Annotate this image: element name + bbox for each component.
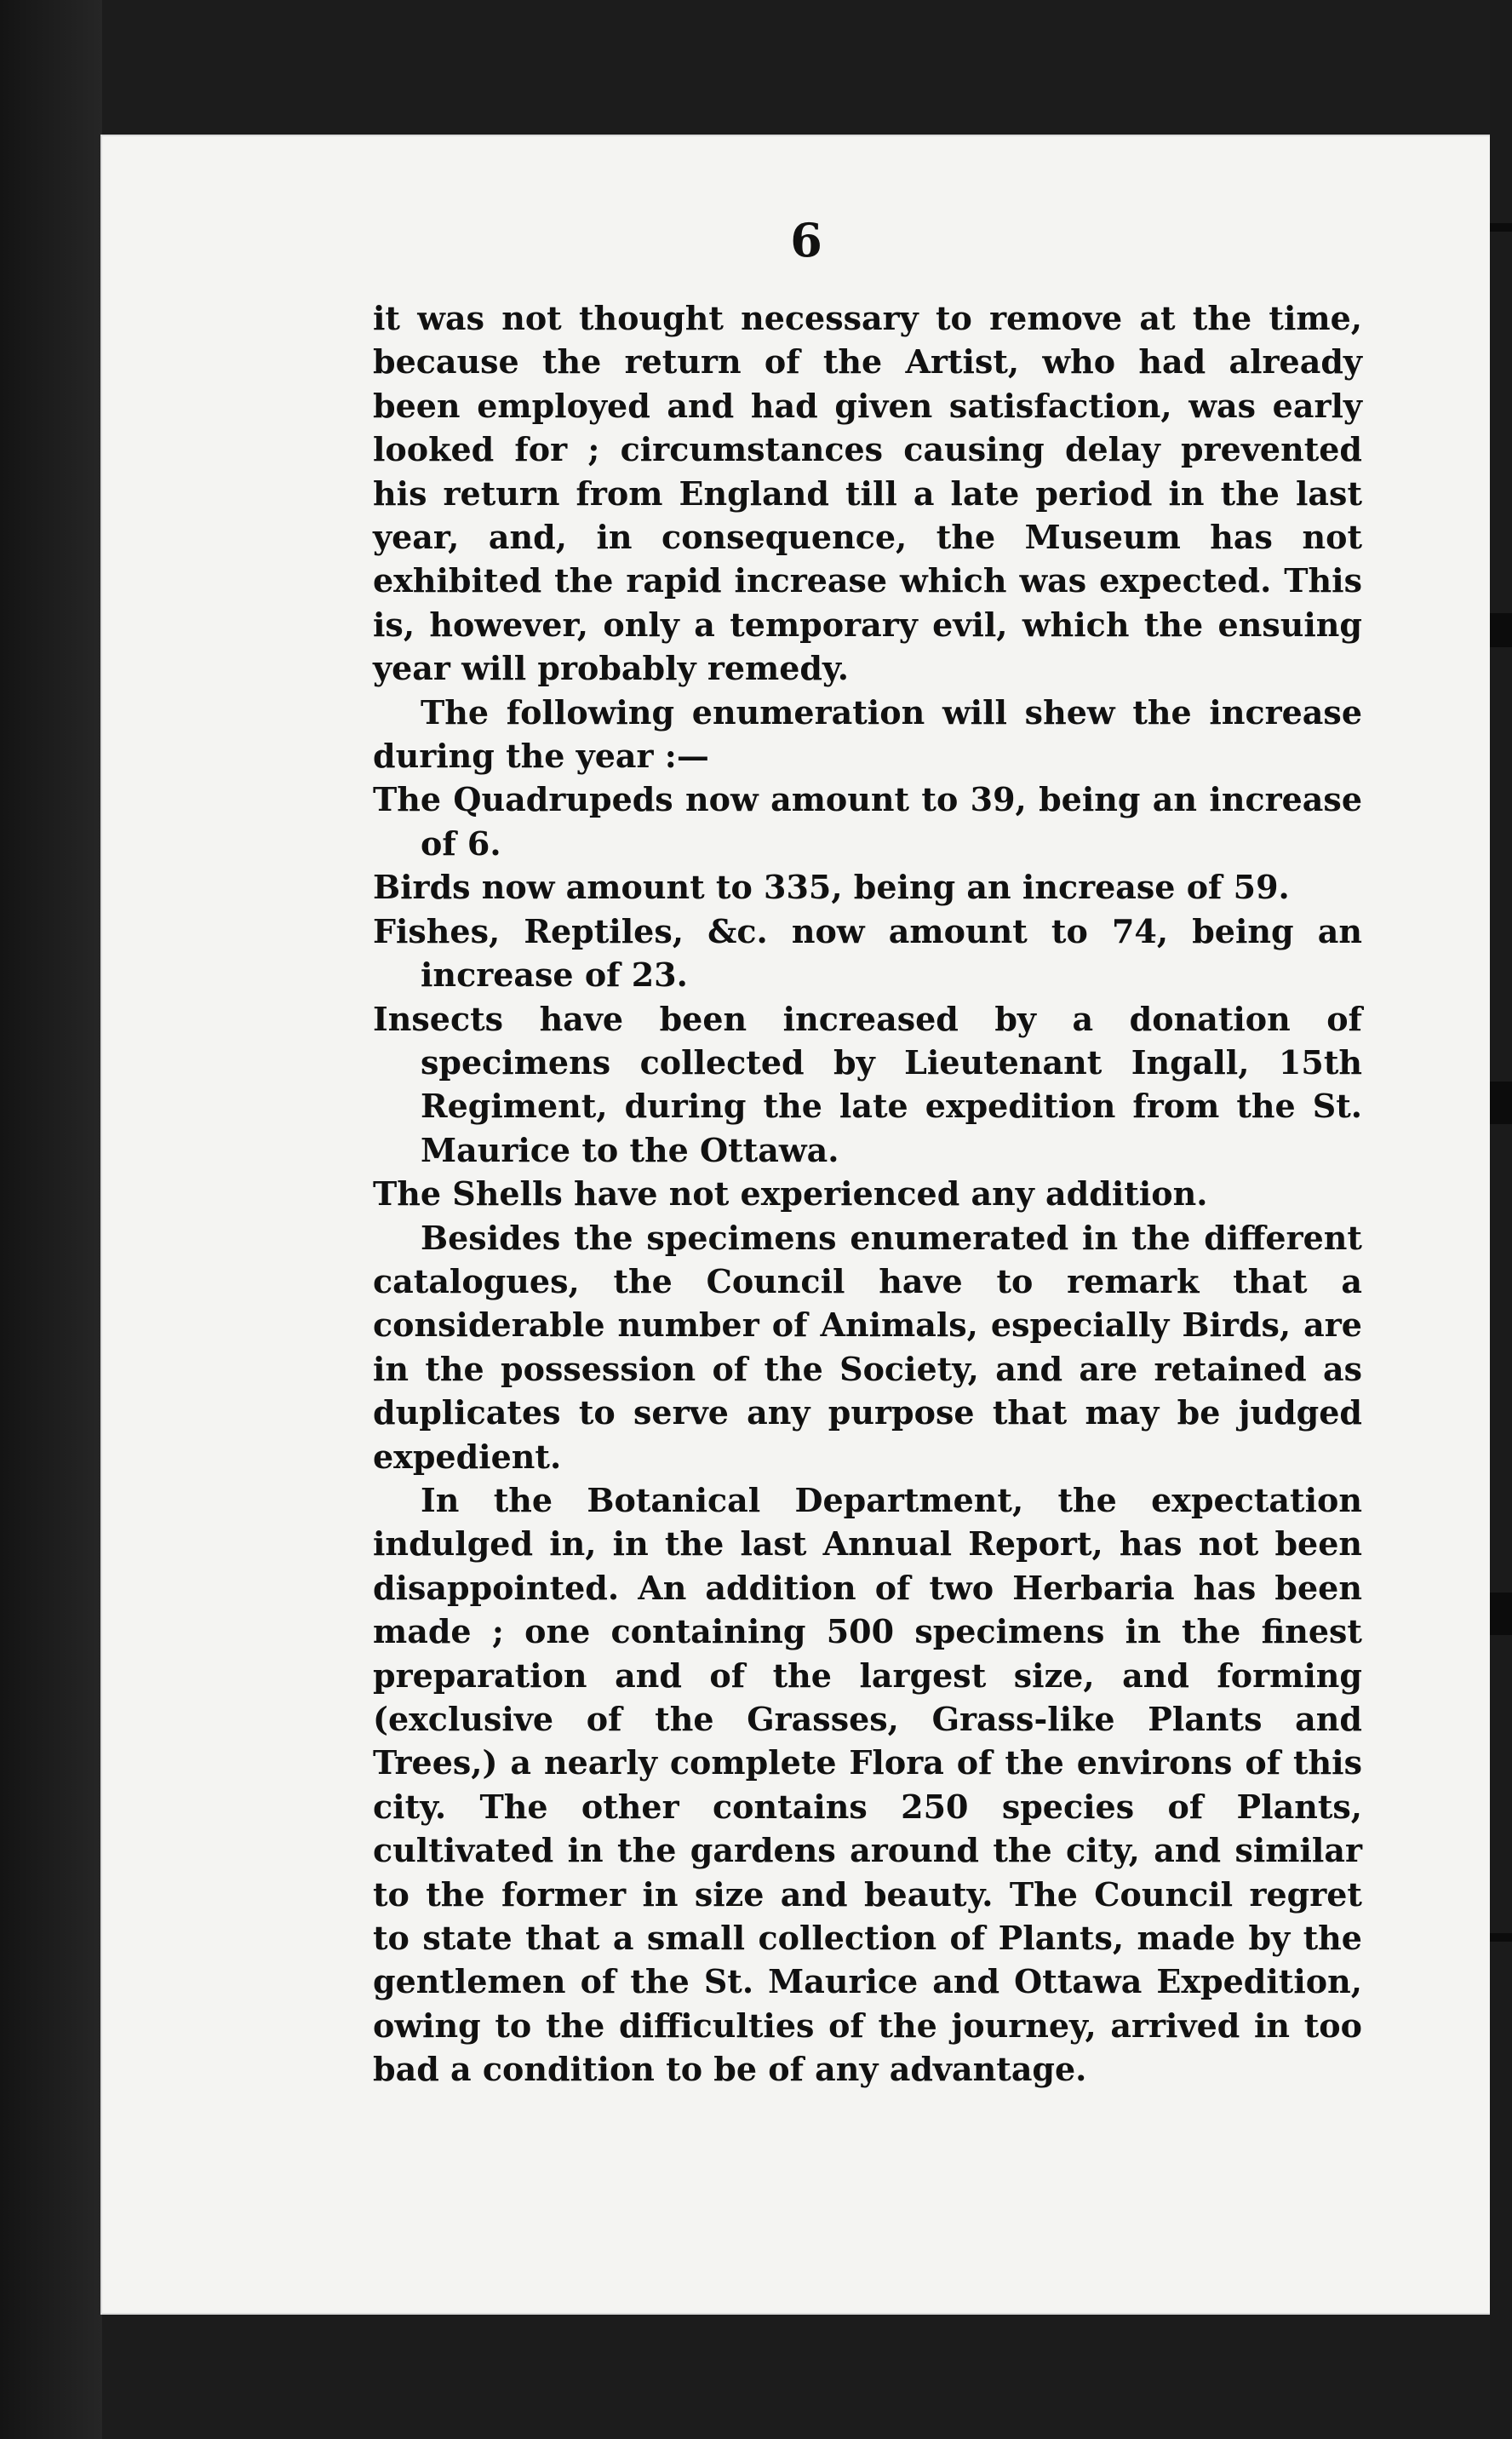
list-item-fishes-reptiles: Fishes, Reptiles, &c. now amount to 74, being an increase of 23. bbox=[373, 911, 1362, 995]
paragraph-duplicates: Besides the specimens enumerated in the different catalogues, the Council have to remark that a considerable number of Animals, especially Birds, are in the possession of the Society, and are retained as duplicates to serve any purpose that may be judged expedient. bbox=[373, 1218, 1362, 1476]
binding-mark bbox=[1490, 1933, 1512, 1942]
page-text bbox=[373, 296, 1362, 2092]
list-item-insects: Insects have been increased by a donation of specimens collected by Lieutenant Ingall, 15th Regiment, during the late expedition from the St. Maurice to the Ottawa. bbox=[373, 999, 1362, 1169]
book-page bbox=[100, 135, 1512, 2315]
paragraph-enumeration-intro: The following enumeration will shew the increase during the year :— bbox=[373, 692, 1362, 776]
paragraph-botanical-department: In the Botanical Department, the expectation indulged in, in the last Annual Report, has not been disappointed. An addition of two Herbaria has been made ; one containing 500 specimens in the finest preparation and of the largest size, and forming (exclusive of the Grasses, Grass-like Plants and Trees,) a nearly complete Flora of the environs of this city. The other contains 250 species of Plants, cultivated in the gardens around the city, and similar to the former in size and beauty. The Council regret to state that a small collection of Plants, made by the gentlemen of the St. Maurice and Ottawa Expedition, owing to the difficulties of the journey, arrived in too bad a condition to be of any advantage. bbox=[373, 1480, 1362, 2089]
paragraph-museum-delay: it was not thought necessary to remove at the time, because the return of the Artist, who had already been employed and had given satisfaction, was early looked for ; circumstances causing delay prevented his return from England till a late period in the last year, and, in consequence, the Museum has not exhibited the rapid increase which was expected. This is, however, only a temporary evil, which the ensuing year will probably remedy. bbox=[373, 299, 1362, 688]
list-item-quadrupeds: The Quadrupeds now amount to 39, being an increase of 6. bbox=[373, 780, 1362, 863]
scan-border-left bbox=[0, 0, 102, 2439]
binding-mark bbox=[1490, 223, 1512, 232]
binding-mark bbox=[1490, 1082, 1512, 1124]
binding-mark bbox=[1490, 1593, 1512, 1635]
binding-mark bbox=[1490, 613, 1512, 647]
scan-border-right bbox=[1490, 0, 1512, 2439]
list-item-shells: The Shells have not experienced any addition. bbox=[373, 1174, 1208, 1214]
list-item-birds: Birds now amount to 335, being an increase of 59. bbox=[373, 868, 1290, 907]
page-number: 6 bbox=[790, 213, 822, 267]
